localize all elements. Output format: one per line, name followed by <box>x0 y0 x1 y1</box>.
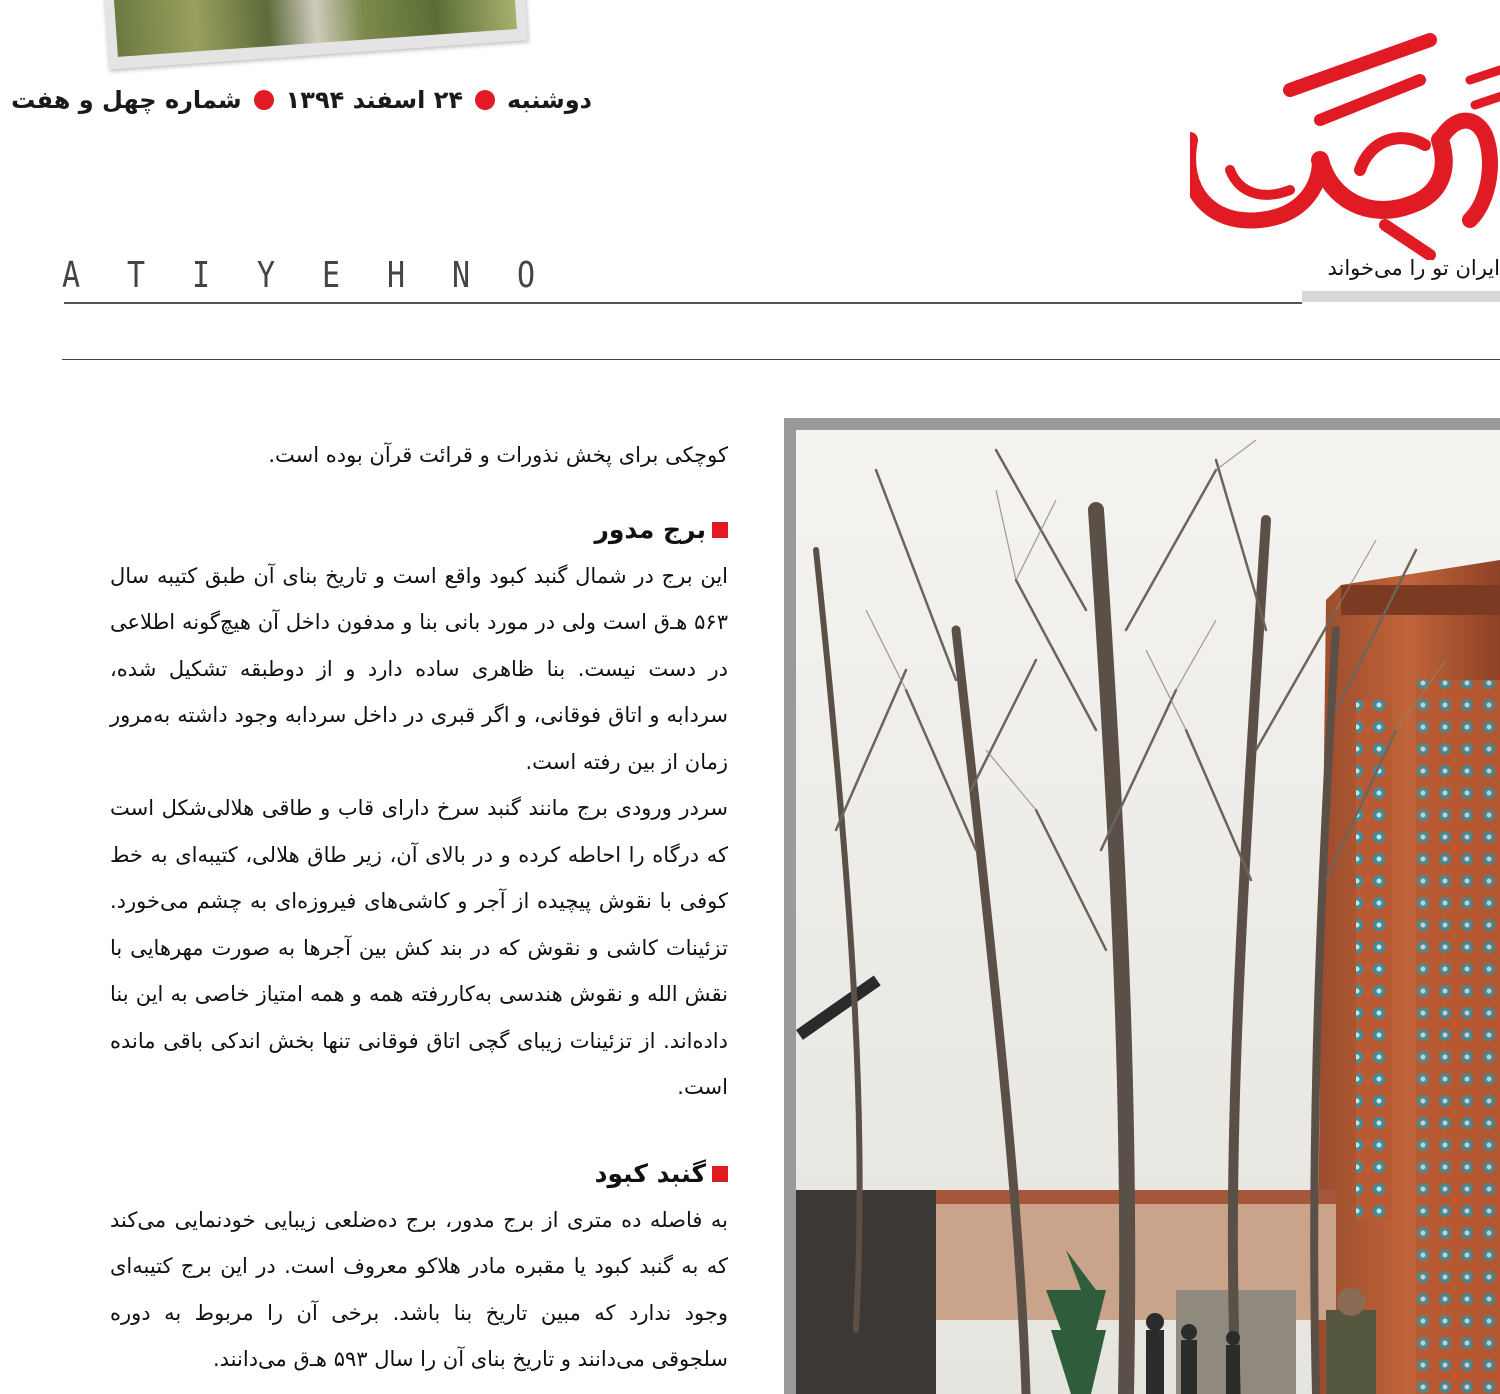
bullet-dot-icon <box>475 90 495 110</box>
section-heading <box>110 1151 728 1197</box>
section-heading-text: برج مدور <box>594 514 706 544</box>
section-heading-text: گنبد کبود <box>594 1158 706 1188</box>
logo-tagline: ایران تو را می‌خواند <box>1327 256 1500 280</box>
section-heading <box>110 507 728 553</box>
bullet-dot-icon <box>254 90 274 110</box>
monument-photo-illustration <box>796 430 1500 1394</box>
section-letter: H <box>387 254 406 297</box>
issue-day: دوشنبه <box>507 86 592 114</box>
section-letter: Y <box>257 254 276 297</box>
issue-date: ۲۴ اسفند ۱۳۹۴ <box>285 86 464 114</box>
photo-frame <box>784 418 1500 1394</box>
heading-square-icon <box>712 1166 728 1182</box>
article-paragraph: سردر ورودی برج مانند گنبد سرخ دارای قاب و طاقی هلالی‌شکل است که درگاه را احاطه کرده و در بالای آن، زیر طاق هلالی، کتیبه‌ای به خط کوفی با نقوش پیچیده از آجر و کاشی‌های فیروزه‌ای به چشم می‌خورد. تزئینات کاشی و نقوش که در بند کش بین آجرها به صورت مهرهایی با نقش الله و نقوش هندسی به‌کاررفته همه و همه امتیاز خاصی به این بنا داده‌اند. از تزئینات زیبای گچی اتاق فوقانی تنها بخش اندکی باقی مانده است. <box>110 796 728 1099</box>
publication-logo <box>1190 20 1500 260</box>
article-paragraph: به فاصله ده متری از برج مدور، برج ده‌ضلعی زیبایی خودنمایی می‌کند که به گنبد کبود یا مقبره مادر هلاکو معروف است. در این برج کتیبه‌ای وجود ندارد که مبین تاریخ بنا باشد. برخی آن را مربوط به دوره سلجوقی می‌دانند و تاریخ بنای آن را سال ۵۹۳ هـ‌ق می‌دانند. <box>110 1207 728 1371</box>
tagline-bar <box>1302 291 1500 302</box>
article-intro: کوچکی برای پخش نذورات و قرائت قرآن بوده است. <box>268 443 728 467</box>
article-paragraph: این برج در شمال گنبد کبود واقع است و تاریخ بنای آن طبق کتیبه سال ۵۶۳ هـ‌ق است ولی در مورد بانی بنا و مدفون داخل آن هیچ‌گونه اطلاعی در دست نیست. بنا ظاهری ساده دارد و از دوطبقه تشکیل شده، سردابه و اتاق فوقانی، و اگر قبری در داخل سردابه وجود داشته به‌مرور زمان از بین رفته است. <box>110 563 728 774</box>
logo-calligraphy-icon <box>1190 20 1500 260</box>
section-letter: E <box>322 254 341 297</box>
section-letter: N <box>452 254 471 297</box>
header-rule <box>64 302 1302 304</box>
section-letter: A <box>62 254 81 297</box>
top-photo-image <box>113 0 517 57</box>
divider-rule <box>62 359 1500 360</box>
section-letter: I <box>192 254 211 297</box>
section-letter: T <box>127 254 146 297</box>
issue-info-line <box>11 82 592 118</box>
heading-square-icon <box>712 522 728 538</box>
article-photo <box>796 430 1500 1394</box>
top-photo-strip <box>102 0 528 70</box>
issue-number: شماره چهل و هفت <box>11 86 242 114</box>
article-column <box>110 432 728 1383</box>
section-letter-strip <box>62 254 582 297</box>
section-letter: O <box>517 254 536 297</box>
